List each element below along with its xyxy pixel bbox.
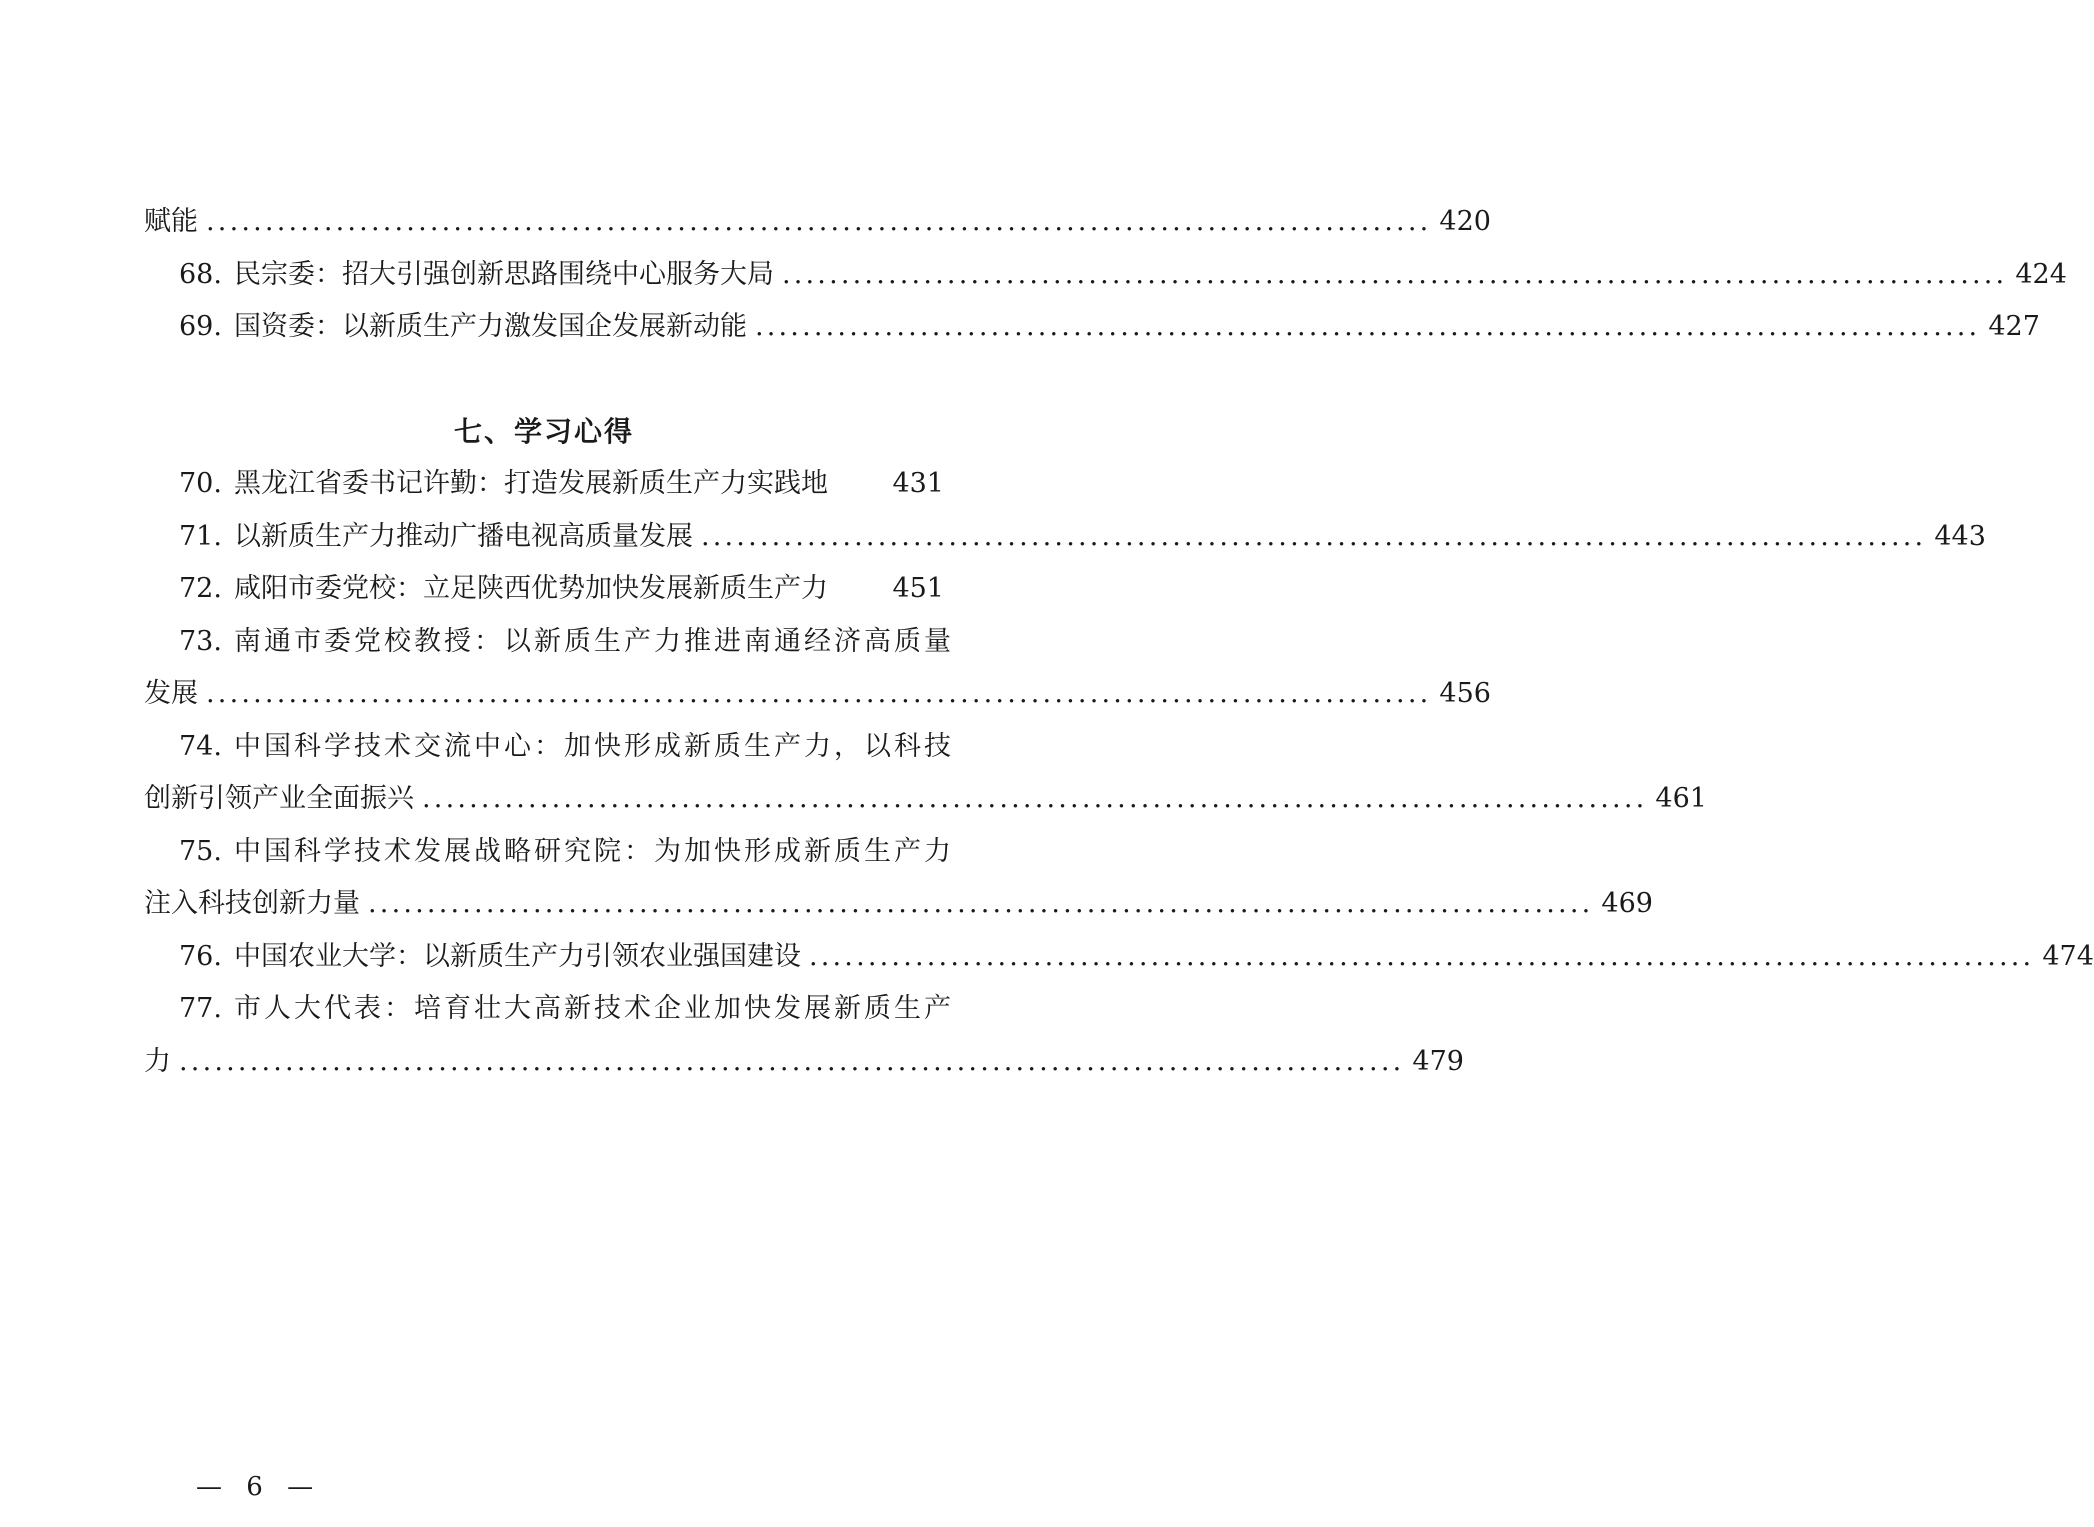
toc-page-number: 479 [1412,1045,1464,1077]
toc-page-number: 424 [2015,258,2067,290]
toc-entry-text: 注入科技创新力量 [144,878,360,931]
toc-entry-77-continuation[interactable] [144,1036,1464,1089]
toc-entry-text: 赋能 [144,196,198,249]
toc-page-number: 451 [892,573,944,604]
toc-page-number: 431 [892,468,944,499]
toc-page-number: 474 [2042,940,2094,972]
toc-entry-text: 中国科学技术发展战略研究院：为加快形成新质生产力 [233,835,954,867]
toc-entry-text: 以新质生产力推动广播电视高质量发展 [233,520,693,552]
toc-entry-text: 南通市委党校教授：以新质生产力推进南通经济高质量 [233,625,954,657]
toc-entry-number: 76. [179,940,222,972]
toc-page-number: 443 [1934,520,1986,552]
toc-entry-text: 力 [144,1036,171,1089]
toc-entry-73-continuation[interactable] [144,668,1491,721]
toc-entry-number: 75. [179,835,222,867]
toc-entry-text: 中国科学技术交流中心：加快形成新质生产力，以科技 [233,730,954,762]
toc-entry-text: 创新引领产业全面振兴 [144,773,414,826]
toc-entry-text: 民宗委：招大引强创新思路围绕中心服务大局 [233,258,774,290]
toc-entry-72[interactable] [144,563,944,616]
toc-entry-number: 73. [179,625,222,657]
toc-entry-69[interactable] [144,301,2040,354]
toc-entry-70[interactable] [144,458,944,511]
dot-leader: ........................................................................................................ [754,311,1981,342]
toc-entry-number: 71. [179,520,222,552]
toc-page-number: 456 [1439,678,1491,709]
toc-entry-text: 中国农业大学：以新质生产力引领农业强国建设 [233,940,801,972]
dot-leader: ........................................................................................................ [368,888,1594,919]
page-footer-number: — 6 — [196,1472,322,1502]
dot-leader [828,458,893,511]
toc-entry-76[interactable] [144,931,2094,984]
toc-entry-75[interactable] [144,826,954,879]
toc-page-number: 427 [1988,311,2040,342]
dot-leader: ........................................................................................................ [808,940,2035,972]
dot-leader: ........................................................................................................ [700,520,1927,552]
toc-entry-75-continuation[interactable] [144,878,1653,931]
dot-leader: ........................................................................................................ [422,783,1648,814]
toc-page-number: 420 [1439,206,1491,237]
dot-leader: ........................................................................................................ [781,258,2008,290]
toc-entry-text: 国资委：以新质生产力激发国企发展新动能 [233,311,747,342]
toc-entry-74[interactable] [144,721,954,774]
toc-entry-text: 黑龙江省委书记许勤：打造发展新质生产力实践地 [233,468,828,499]
toc-content [144,196,2094,1088]
toc-entry-number: 72. [179,573,222,604]
toc-entry-text: 咸阳市委党校：立足陕西优势加快发展新质生产力 [233,573,828,604]
toc-entry-text: 市人大代表：培育壮大高新技术企业加快发展新质生产 [233,993,954,1024]
toc-entry-77[interactable] [144,983,954,1036]
section-title: 七、学习心得 [453,414,634,448]
toc-entry-continuation[interactable] [144,196,1491,249]
toc-entry-68[interactable] [144,249,2067,302]
toc-entry-number: 77. [179,993,222,1024]
toc-entry-73[interactable] [144,616,954,669]
dot-leader: ........................................................................................................ [206,678,1432,709]
toc-entry-text: 发展 [144,668,198,721]
toc-entry-71[interactable] [144,511,1986,564]
toc-entry-number: 68. [179,258,222,290]
dot-leader [828,563,893,616]
toc-entry-74-continuation[interactable] [144,773,1707,826]
toc-entry-number: 70. [179,468,222,499]
dot-leader: ........................................................................................................ [206,206,1432,237]
toc-page-number: 469 [1601,888,1653,919]
dot-leader: ........................................................................................................ [179,1045,1405,1077]
toc-entry-number: 74. [179,730,222,762]
toc-entry-number: 69. [179,311,222,342]
toc-page-number: 461 [1655,783,1707,814]
